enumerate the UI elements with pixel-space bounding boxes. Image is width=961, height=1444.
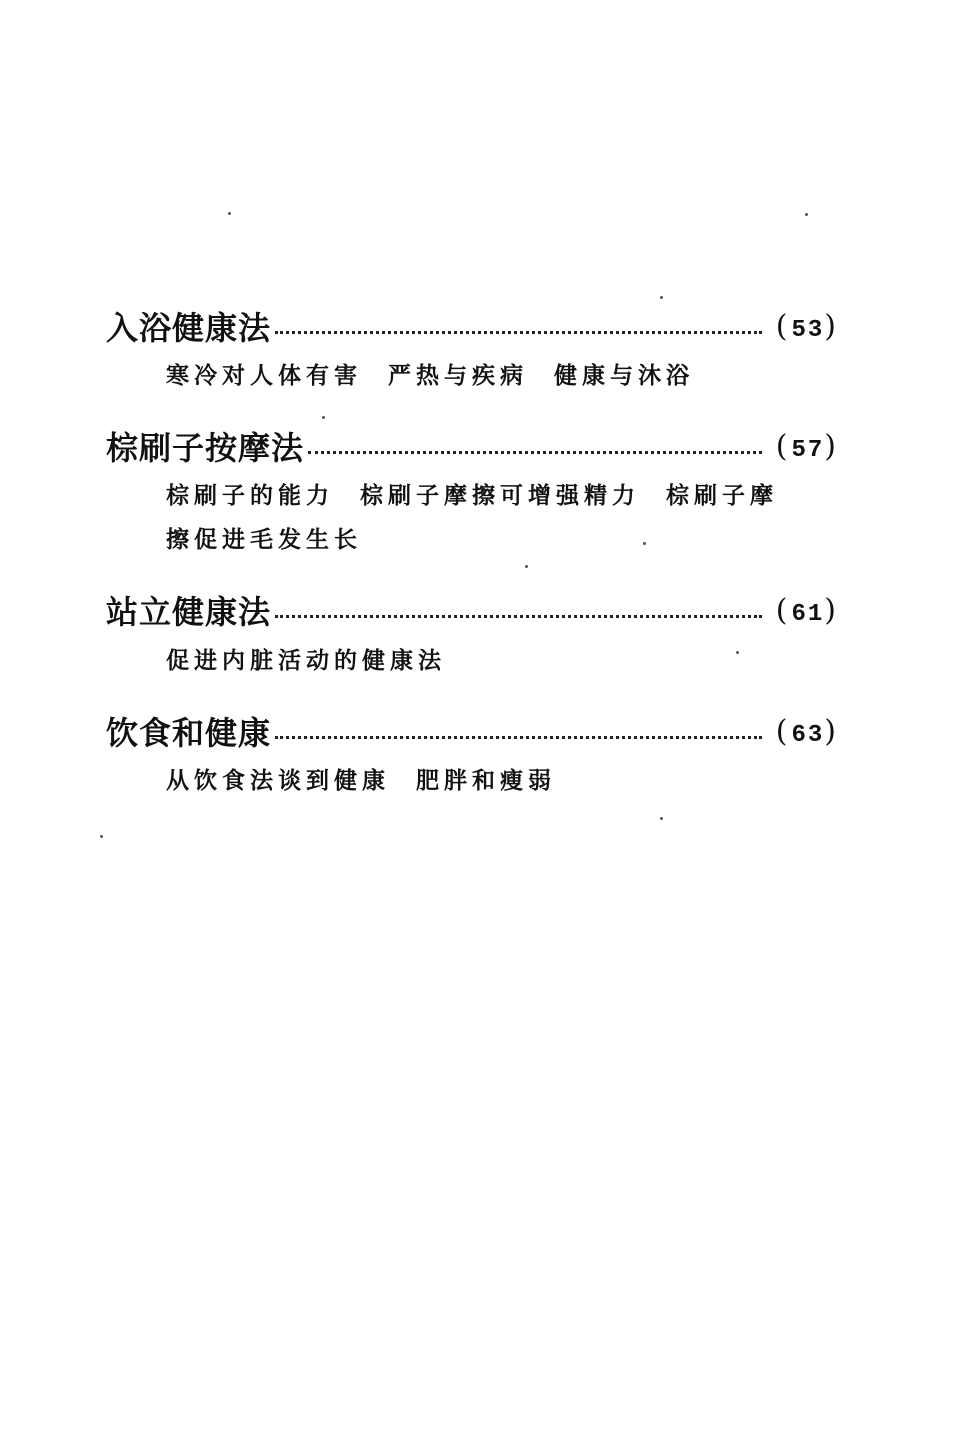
entry-title: 入浴健康法 <box>106 309 272 347</box>
subtopic: 擦促进毛发生长 <box>166 526 362 553</box>
page-number: 61 <box>791 600 825 628</box>
paren-close: ) <box>824 308 840 344</box>
page-reference <box>776 309 840 344</box>
page-reference <box>776 429 840 464</box>
paren-close: ) <box>824 713 840 749</box>
subtopic: 寒冷对人体有害 <box>166 362 362 389</box>
subtopic: 促进内脏活动的健康法 <box>166 647 446 674</box>
scan-speck <box>805 213 808 216</box>
paren-open: ( <box>775 308 792 344</box>
subtopic-line <box>166 762 556 795</box>
paren-close: ) <box>824 428 840 464</box>
scan-speck <box>228 212 231 215</box>
page-reference <box>776 714 840 749</box>
paren-open: ( <box>775 592 792 628</box>
subtopic: 棕刷子摩 <box>666 482 778 509</box>
entry-title: 棕刷子按摩法 <box>106 429 305 467</box>
subtopic: 从饮食法谈到健康 <box>166 767 390 794</box>
page-number: 57 <box>791 436 825 464</box>
dot-leader <box>275 736 762 739</box>
page-number: 53 <box>791 316 825 344</box>
dot-leader <box>275 331 762 334</box>
scan-speck <box>736 651 739 654</box>
subtopic-line <box>166 521 362 554</box>
scan-speck <box>660 817 663 820</box>
subtopic-line <box>166 357 694 390</box>
scan-speck <box>525 565 528 568</box>
dot-leader <box>275 615 762 618</box>
subtopic: 肥胖和瘦弱 <box>416 767 556 794</box>
page-number: 63 <box>791 721 825 749</box>
scan-speck <box>643 542 646 545</box>
paren-open: ( <box>775 428 792 464</box>
subtopic: 严热与疾病 <box>388 362 528 389</box>
subtopic-line <box>166 642 446 675</box>
entry-title: 饮食和健康 <box>106 714 272 752</box>
toc-entry <box>106 424 840 468</box>
toc-entry <box>106 304 840 348</box>
subtopic: 健康与沐浴 <box>554 362 694 389</box>
scan-speck <box>100 835 103 838</box>
paren-close: ) <box>824 592 840 628</box>
toc-entry <box>106 588 840 632</box>
subtopic-line <box>166 477 778 510</box>
dot-leader <box>308 451 762 454</box>
subtopic: 棕刷子的能力 <box>166 482 334 509</box>
entry-title: 站立健康法 <box>106 593 272 631</box>
paren-open: ( <box>775 713 792 749</box>
page-reference <box>776 593 840 628</box>
subtopic: 棕刷子摩擦可增强精力 <box>360 482 640 509</box>
scan-speck <box>660 296 663 299</box>
scan-speck <box>322 416 325 419</box>
toc-entry <box>106 709 840 753</box>
